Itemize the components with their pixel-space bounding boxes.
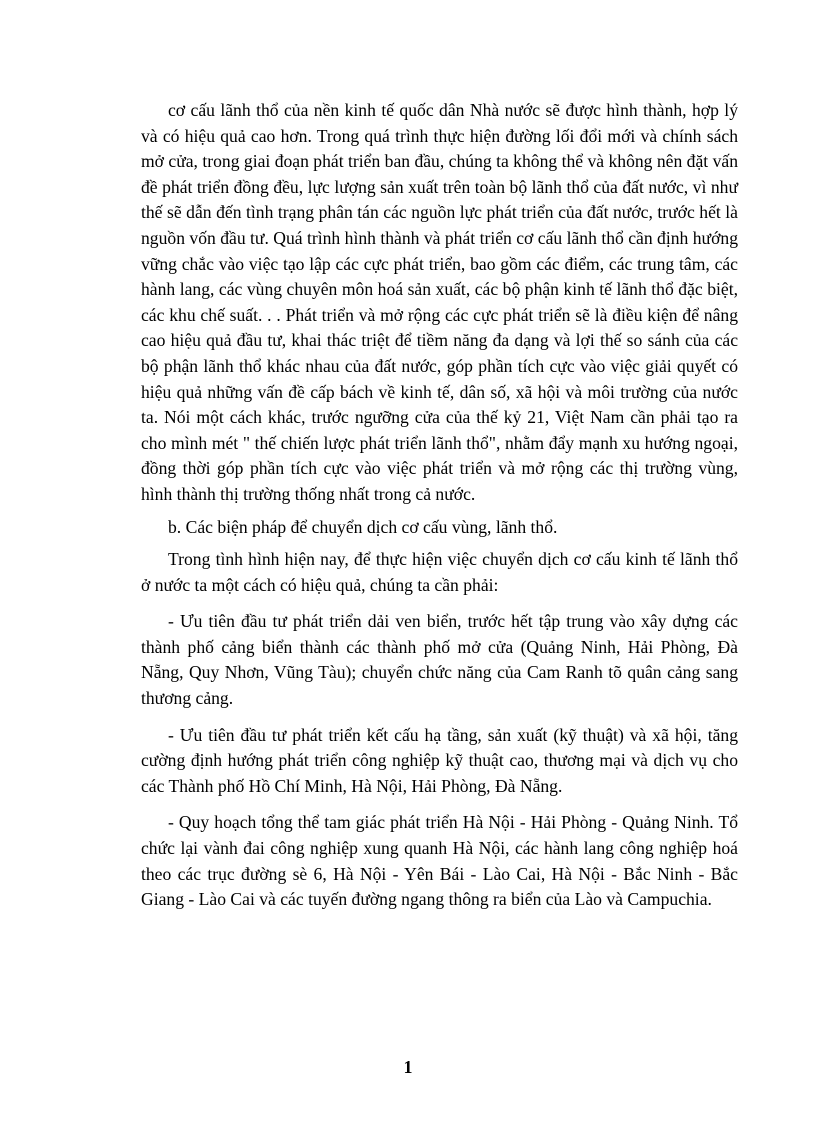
section-heading-b: b. Các biện pháp để chuyển dịch cơ cấu vùng, lãnh thổ. bbox=[168, 516, 558, 537]
list-item-coastal-priority: - Ưu tiên đầu tư phát triển dải ven biển, trước hết tập trung vào xây dựng các thành phố cảng biển thành các thành phố mở cửa (Quảng Ninh, Hải Phòng, Đà Nẵng, Quy Nhơn, Vũng Tàu); chuyển chức năng của Cam Ranh tõ quân cảng sang thương cảng. bbox=[141, 611, 738, 709]
paragraph-current-situation: Trong tình hình hiện nay, để thực hiện việc chuyển dịch cơ cấu kinh tế lãnh thổ ở nước ta một cách có hiệu quả, chúng ta cần phải: bbox=[141, 549, 738, 595]
list-item-development-triangle: - Quy hoạch tổng thể tam giác phát triển Hà Nội - Hải Phòng - Quảng Ninh. Tổ chức lại vành đai công nghiệp xung quanh Hà Nội, các hành lang công nghiệp hoá theo các trục đường sè 6, Hà Nội - Yên Bái - Lào Cai, Hà Nội - Bắc Ninh - Bắc Giang - Lào Cai và các tuyến đường ngang thông ra biển của Lào và Campuchia. bbox=[141, 812, 738, 910]
paragraph-territorial-structure: cơ cấu lãnh thổ của nền kinh tế quốc dân Nhà nước sẽ được hình thành, hợp lý và có hiệu quả cao hơn. Trong quá trình thực hiện đường lối đổi mới và chính sách mở cửa, trong giai đoạn phát triển ban đầu, chúng ta không thể và không nên đặt vấn đề phát triển đồng đều, lực lượng sản xuất trên toàn bộ lãnh thổ của đất nước, vì như thế sẽ dẫn đến tình trạng phân tán các nguồn lực phát triển của đất nước, trước hết là nguồn vốn đầu tư. Quá trình hình thành và phát triển cơ cấu lãnh thổ cần định hướng vững chắc vào việc tạo lập các cực phát triển, bao gồm các điểm, các trung tâm, các hành lang, các vùng chuyên môn hoá sản xuất, các bộ phận kinh tế lãnh thổ đặc biệt, các khu chế suất. . . Phát triển và mở rộng các cực phát triển sẽ là điều kiện để nâng cao hiệu quả đầu tư, khai thác triệt để tiềm năng đa dạng và lợi thế so sánh của các bộ phận lãnh thổ khác nhau của đất nước, góp phần tích cực vào việc giải quyết có hiệu quả những vấn đề cấp bách về kinh tế, dân số, xã hội và môi trường của nước ta. Nói một cách khác, trước ngưỡng cửa của thế kỷ 21, Việt Nam cần phải tạo ra cho mình mét " thế chiến lược phát triển lãnh thổ", nhằm đẩy mạnh xu hướng ngoại, đồng thời góp phần tích cực vào việc phát triển và mở rộng các thị trường vùng, hình thành thị trường thống nhất trong cả nước. bbox=[141, 100, 738, 504]
page-number: 1 bbox=[403, 1057, 413, 1077]
document-body bbox=[141, 98, 738, 913]
list-item-infrastructure-priority: - Ưu tiên đầu tư phát triển kết cấu hạ tầng, sản xuất (kỹ thuật) và xã hội, tăng cường định hướng phát triển công nghiệp kỹ thuật cao, thương mại và dịch vụ cho các Thành phố Hồ Chí Minh, Hà Nội, Hải Phòng, Đà Nẵng. bbox=[141, 724, 738, 796]
